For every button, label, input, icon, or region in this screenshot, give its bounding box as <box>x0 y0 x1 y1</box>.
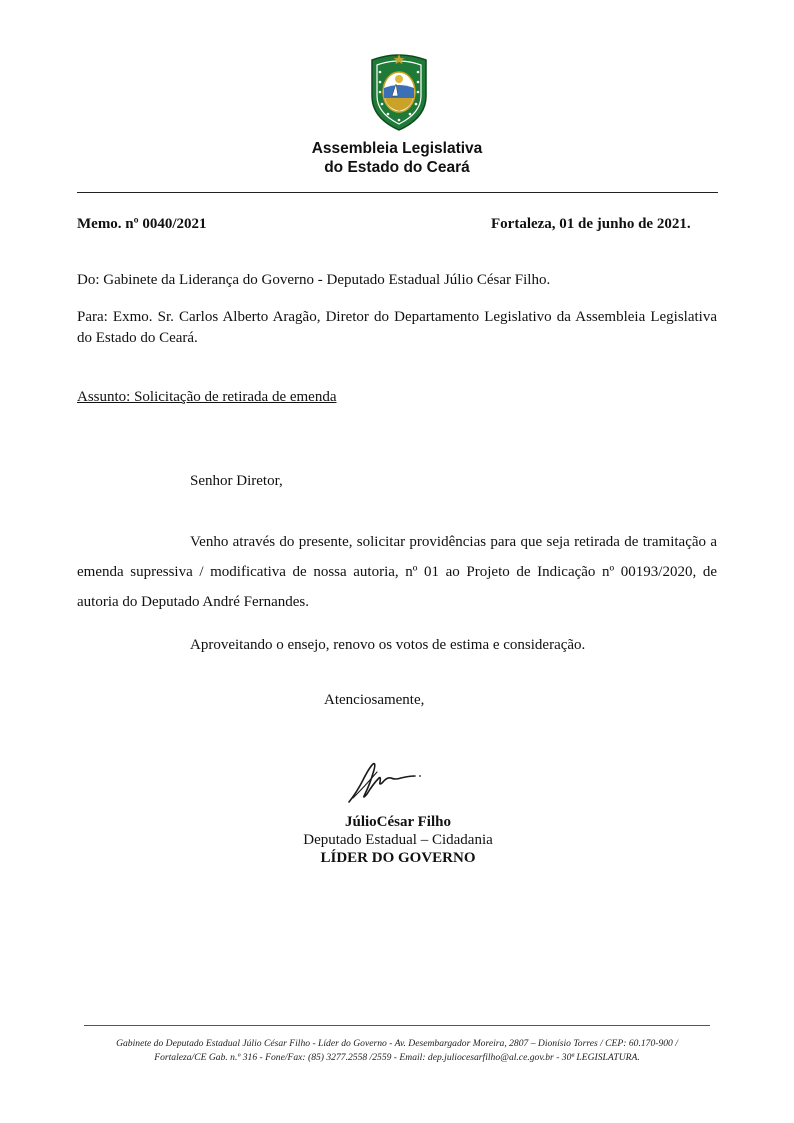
handwritten-signature <box>343 758 425 808</box>
recipient-line: Para: Exmo. Sr. Carlos Alberto Aragão, Diretor do Departamento Legislativo da Assembleia Legislativa do Estado do Ceará. <box>77 309 717 346</box>
header-divider <box>77 192 718 193</box>
organization-name-line2: do Estado do Ceará <box>324 159 470 176</box>
footer-address-line2: Fortaleza/CE Gab. n.º 316 - Fone/Fax: (85) 3277.2558 /2559 - Email: dep.juliocesarfilho@al.ce.gov.br - 30ª LEGISLATURA. <box>154 1052 640 1063</box>
subject-line: Assunto: Solicitação de retirada de emenda <box>77 389 337 405</box>
signatory-role: Deputado Estadual – Cidadania <box>303 832 493 848</box>
footer-address-line1: Gabinete do Deputado Estadual Júlio César Filho - Líder do Governo - Av. Desembargador Moreira, 2807 – Dionísio Torres / CEP: 60.170-900 / <box>116 1038 678 1049</box>
footer-divider <box>84 1025 710 1026</box>
memo-number: Memo. nº 0040/2021 <box>77 216 207 232</box>
closing-paragraph: Aproveitando o ensejo, renovo os votos de estima e consideração. <box>190 637 586 653</box>
signatory-title: LÍDER DO GOVERNO <box>320 850 476 866</box>
salutation: Senhor Diretor, <box>190 473 283 489</box>
signatory-name: JúlioCésar Filho <box>345 814 451 830</box>
regards-line: Atenciosamente, <box>324 692 425 708</box>
place-and-date: Fortaleza, 01 de junho de 2021. <box>491 216 691 232</box>
state-seal-logo <box>366 52 432 132</box>
sender-line: Do: Gabinete da Liderança do Governo - Deputado Estadual Júlio César Filho. <box>77 272 551 288</box>
body-paragraph: Venho através do presente, solicitar providências para que seja retirada de tramitação a emenda supressiva / modificativa de nossa autoria, nº 01 ao Projeto de Indicação nº 00193/2020, de autoria do Deputado André Fernandes. <box>77 534 717 610</box>
organization-name-line1: Assembleia Legislativa <box>311 140 483 157</box>
